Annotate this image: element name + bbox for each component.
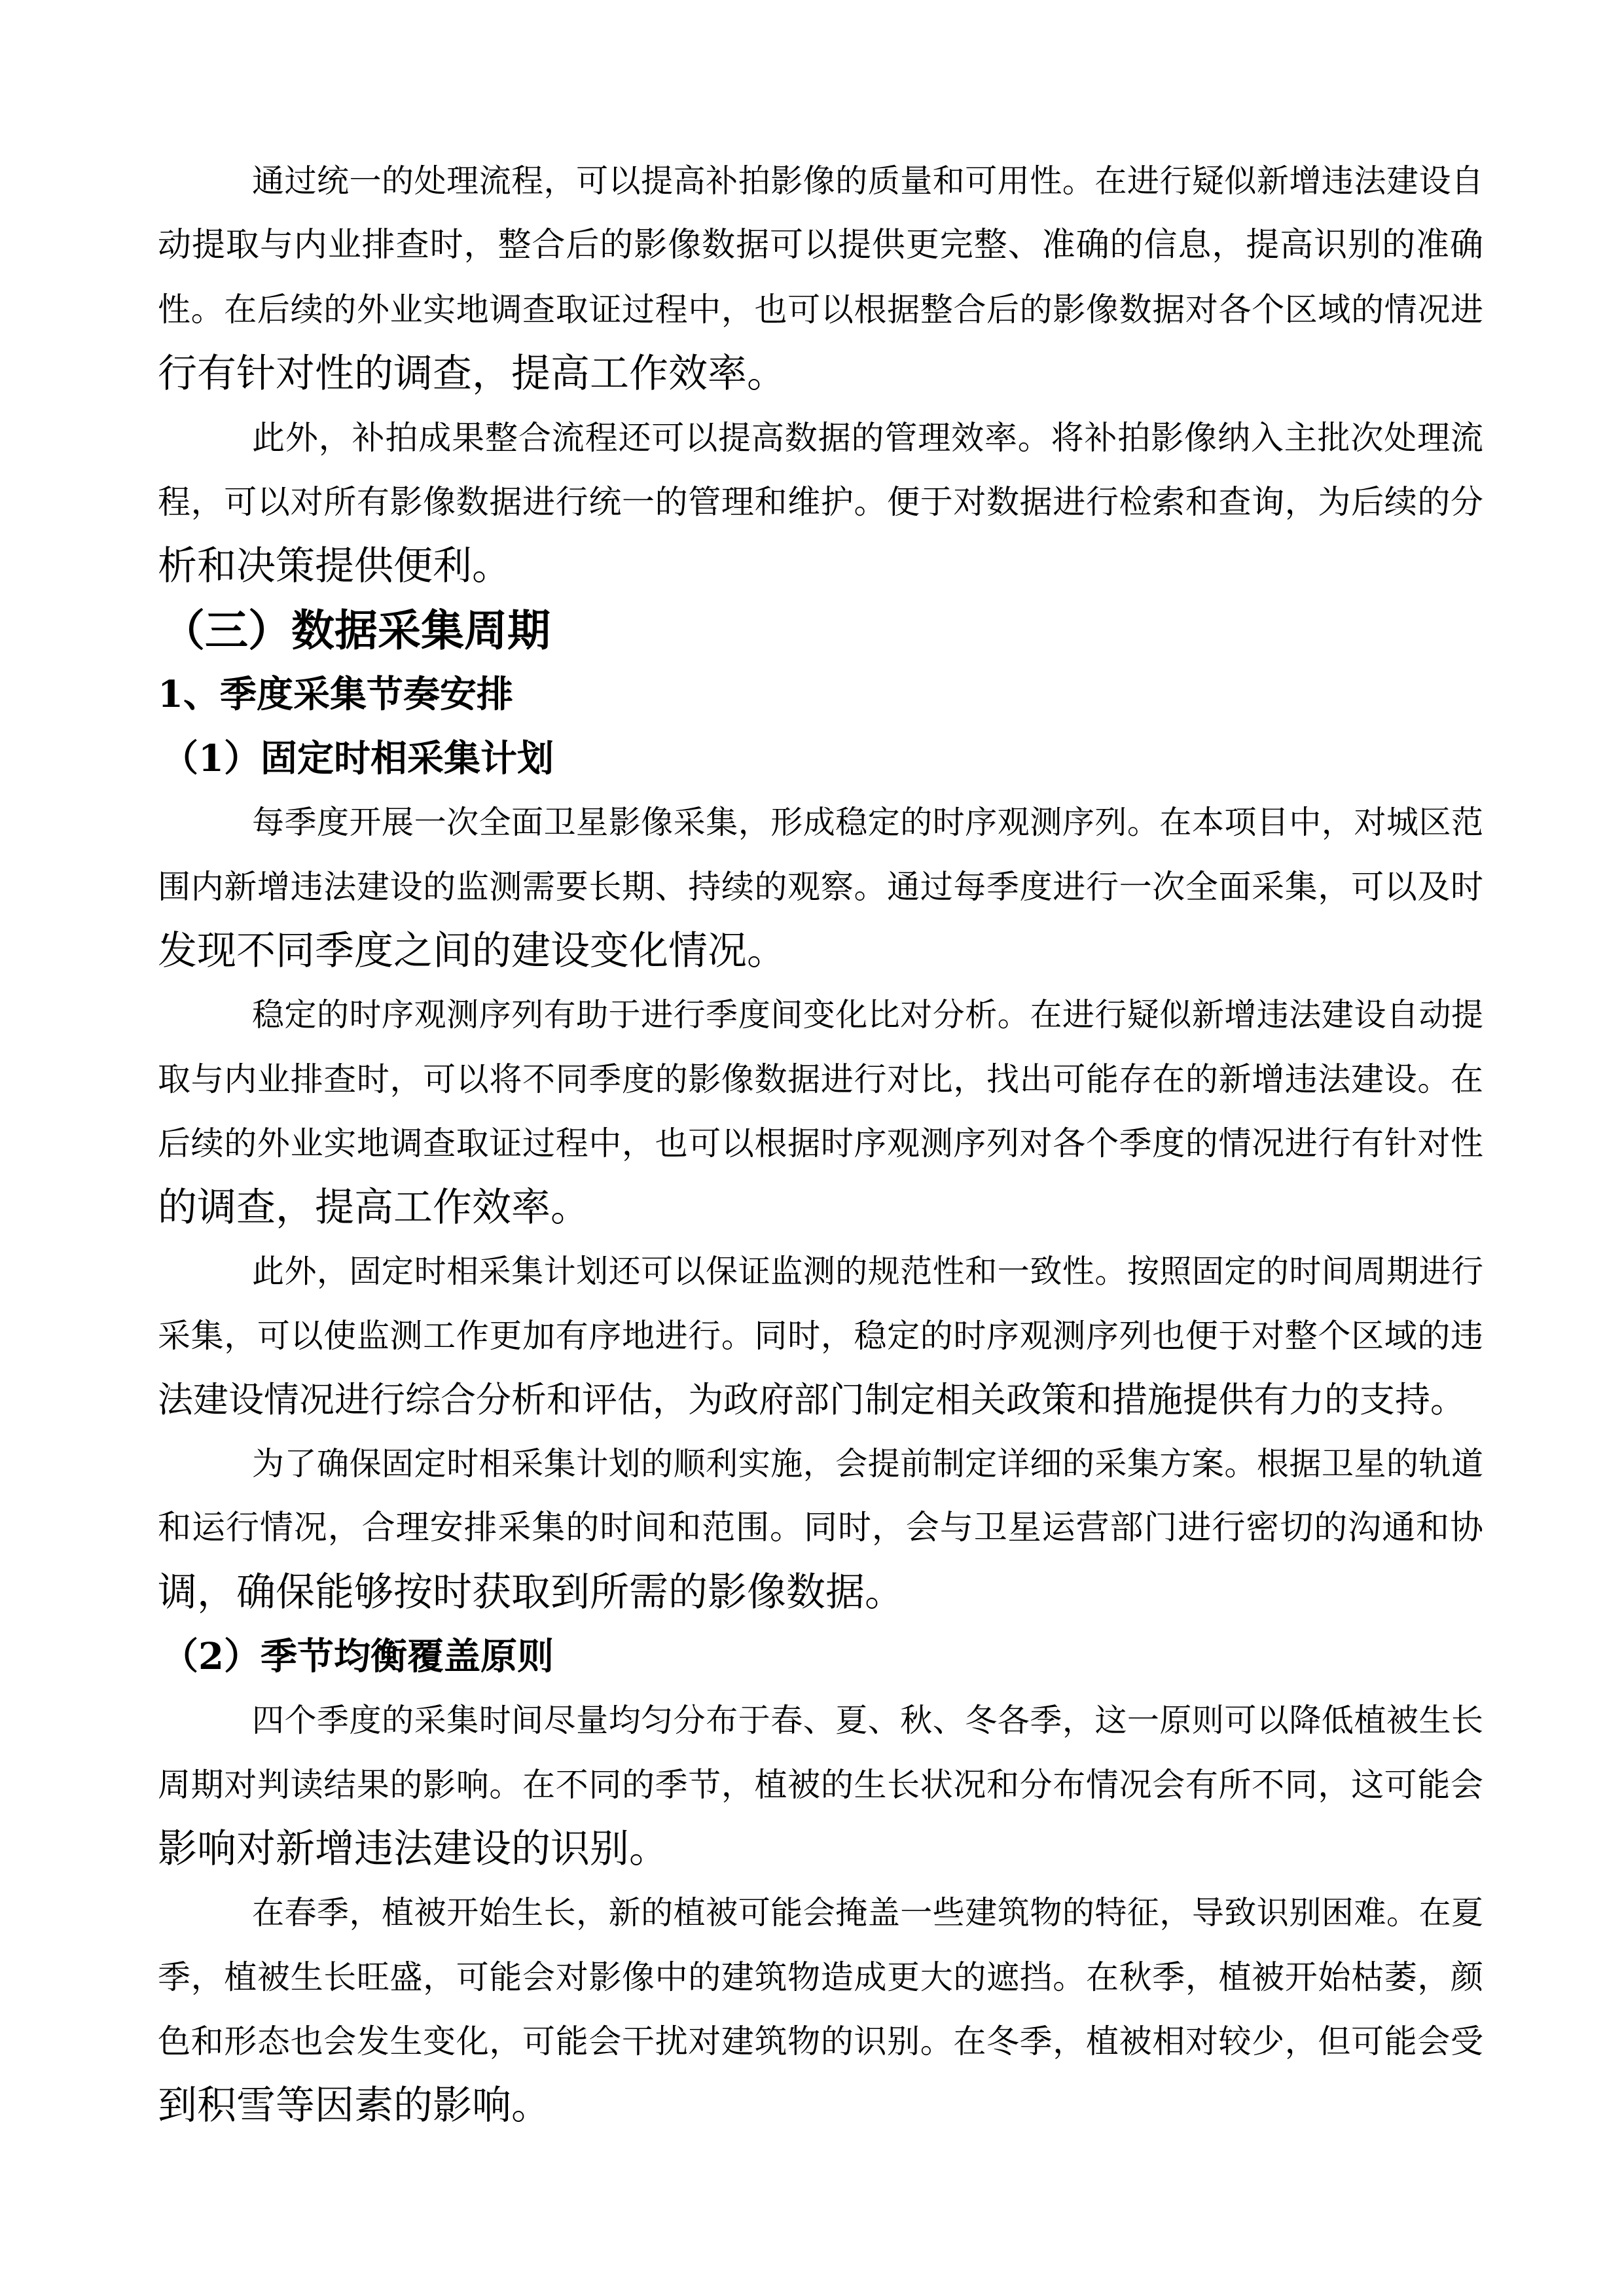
text-line: 调，确保能够按时获取到所需的影像数据。: [158, 1570, 904, 1615]
text-line: 此外，补拍成果整合流程还可以提高数据的管理效率。将补拍影像纳入主批次处理流: [252, 419, 1483, 457]
text-line: 性。在后续的外业实地调查取证过程中，也可以根据整合后的影像数据对各个区域的情况进: [158, 291, 1483, 329]
section-heading: [158, 598, 1483, 662]
paragraph: [158, 1881, 1483, 2138]
text-line: 在春季，植被开始生长，新的植被可能会掩盖一些建筑物的特征，导致识别困难。在夏: [252, 1894, 1483, 1931]
paragraph: [158, 1689, 1483, 1881]
text-line: 每季度开展一次全面卫星影像采集，形成稳定的时序观测序列。在本项目中，对城区范: [252, 804, 1483, 841]
text-line: 和运行情况，合理安排采集的时间和范围。同时，会与卫星运营部门进行密切的沟通和协: [158, 1509, 1483, 1547]
text-line: 色和形态也会发生变化，可能会干扰对建筑物的识别。在冬季，植被相对较少，但可能会受: [158, 2022, 1483, 2060]
text-line: 动提取与内业排查时，整合后的影像数据可以提供更完整、准确的信息，提高识别的准确: [158, 226, 1483, 264]
paragraph: [158, 149, 1483, 406]
paragraph: [158, 1432, 1483, 1624]
text-line: 程，可以对所有影像数据进行统一的管理和维护。便于对数据进行检索和查询，为后续的分: [158, 483, 1483, 521]
text-line: 影响对新增违法建设的识别。: [158, 1826, 668, 1872]
paragraph: [158, 791, 1483, 983]
text-line: 此外，固定时相采集计划还可以保证监测的规范性和一致性。按照固定的时间周期进行: [252, 1253, 1483, 1290]
subsection-heading: [158, 662, 1483, 726]
text-line: 析和决策提供便利。: [158, 543, 511, 589]
text-line: （三）数据采集周期: [162, 605, 550, 656]
paragraph: [158, 1240, 1483, 1432]
document-body: [158, 149, 1483, 2138]
text-line: 季，植被生长旺盛，可能会对影像中的建筑物造成更大的遮挡。在秋季，植被开始枯萎，颜: [158, 1958, 1483, 1996]
text-line: 发现不同季度之间的建设变化情况。: [158, 928, 786, 974]
text-line: 为了确保固定时相采集计划的顺利实施，会提前制定详细的采集方案。根据卫星的轨道: [252, 1445, 1483, 1482]
text-line: 采集，可以使监测工作更加有序地进行。同时，稳定的时序观测序列也便于对整个区域的违: [158, 1317, 1483, 1355]
paragraph: [158, 406, 1483, 598]
text-line: 行有针对性的调查，提高工作效率。: [158, 351, 786, 397]
text-line: 到积雪等因素的影响。: [158, 2083, 550, 2128]
text-line: 通过统一的处理流程，可以提高补拍影像的质量和可用性。在进行疑似新增违法建设自: [252, 162, 1483, 200]
text-line: 取与内业排查时，可以将不同季度的影像数据进行对比，找出可能存在的新增违法建设。在: [158, 1060, 1483, 1098]
text-line: 1、季度采集节奏安排: [158, 673, 513, 716]
text-line: （1）固定时相采集计划: [162, 737, 554, 780]
sub-subsection-heading: [158, 1624, 1483, 1689]
text-line: 的调查，提高工作效率。: [158, 1185, 590, 1230]
text-line: 稳定的时序观测序列有助于进行季度间变化比对分析。在进行疑似新增违法建设自动提: [252, 996, 1483, 1033]
text-line: 围内新增违法建设的监测需要长期、持续的观察。通过每季度进行一次全面采集，可以及时: [158, 868, 1483, 906]
paragraph: [158, 983, 1483, 1240]
text-line: 周期对判读结果的影响。在不同的季节，植被的生长状况和分布情况会有所不同，这可能会: [158, 1766, 1483, 1804]
text-line: 四个季度的采集时间尽量均匀分布于春、夏、秋、冬各季，这一原则可以降低植被生长: [252, 1702, 1483, 1739]
sub-subsection-heading: [158, 726, 1483, 791]
text-line: 后续的外业实地调查取证过程中，也可以根据时序观测序列对各个季度的情况进行有针对性: [158, 1124, 1483, 1162]
text-line: （2）季节均衡覆盖原则: [162, 1635, 554, 1678]
text-line: 法建设情况进行综合分析和评估，为政府部门制定相关政策和措施提供有力的支持。: [158, 1379, 1466, 1420]
